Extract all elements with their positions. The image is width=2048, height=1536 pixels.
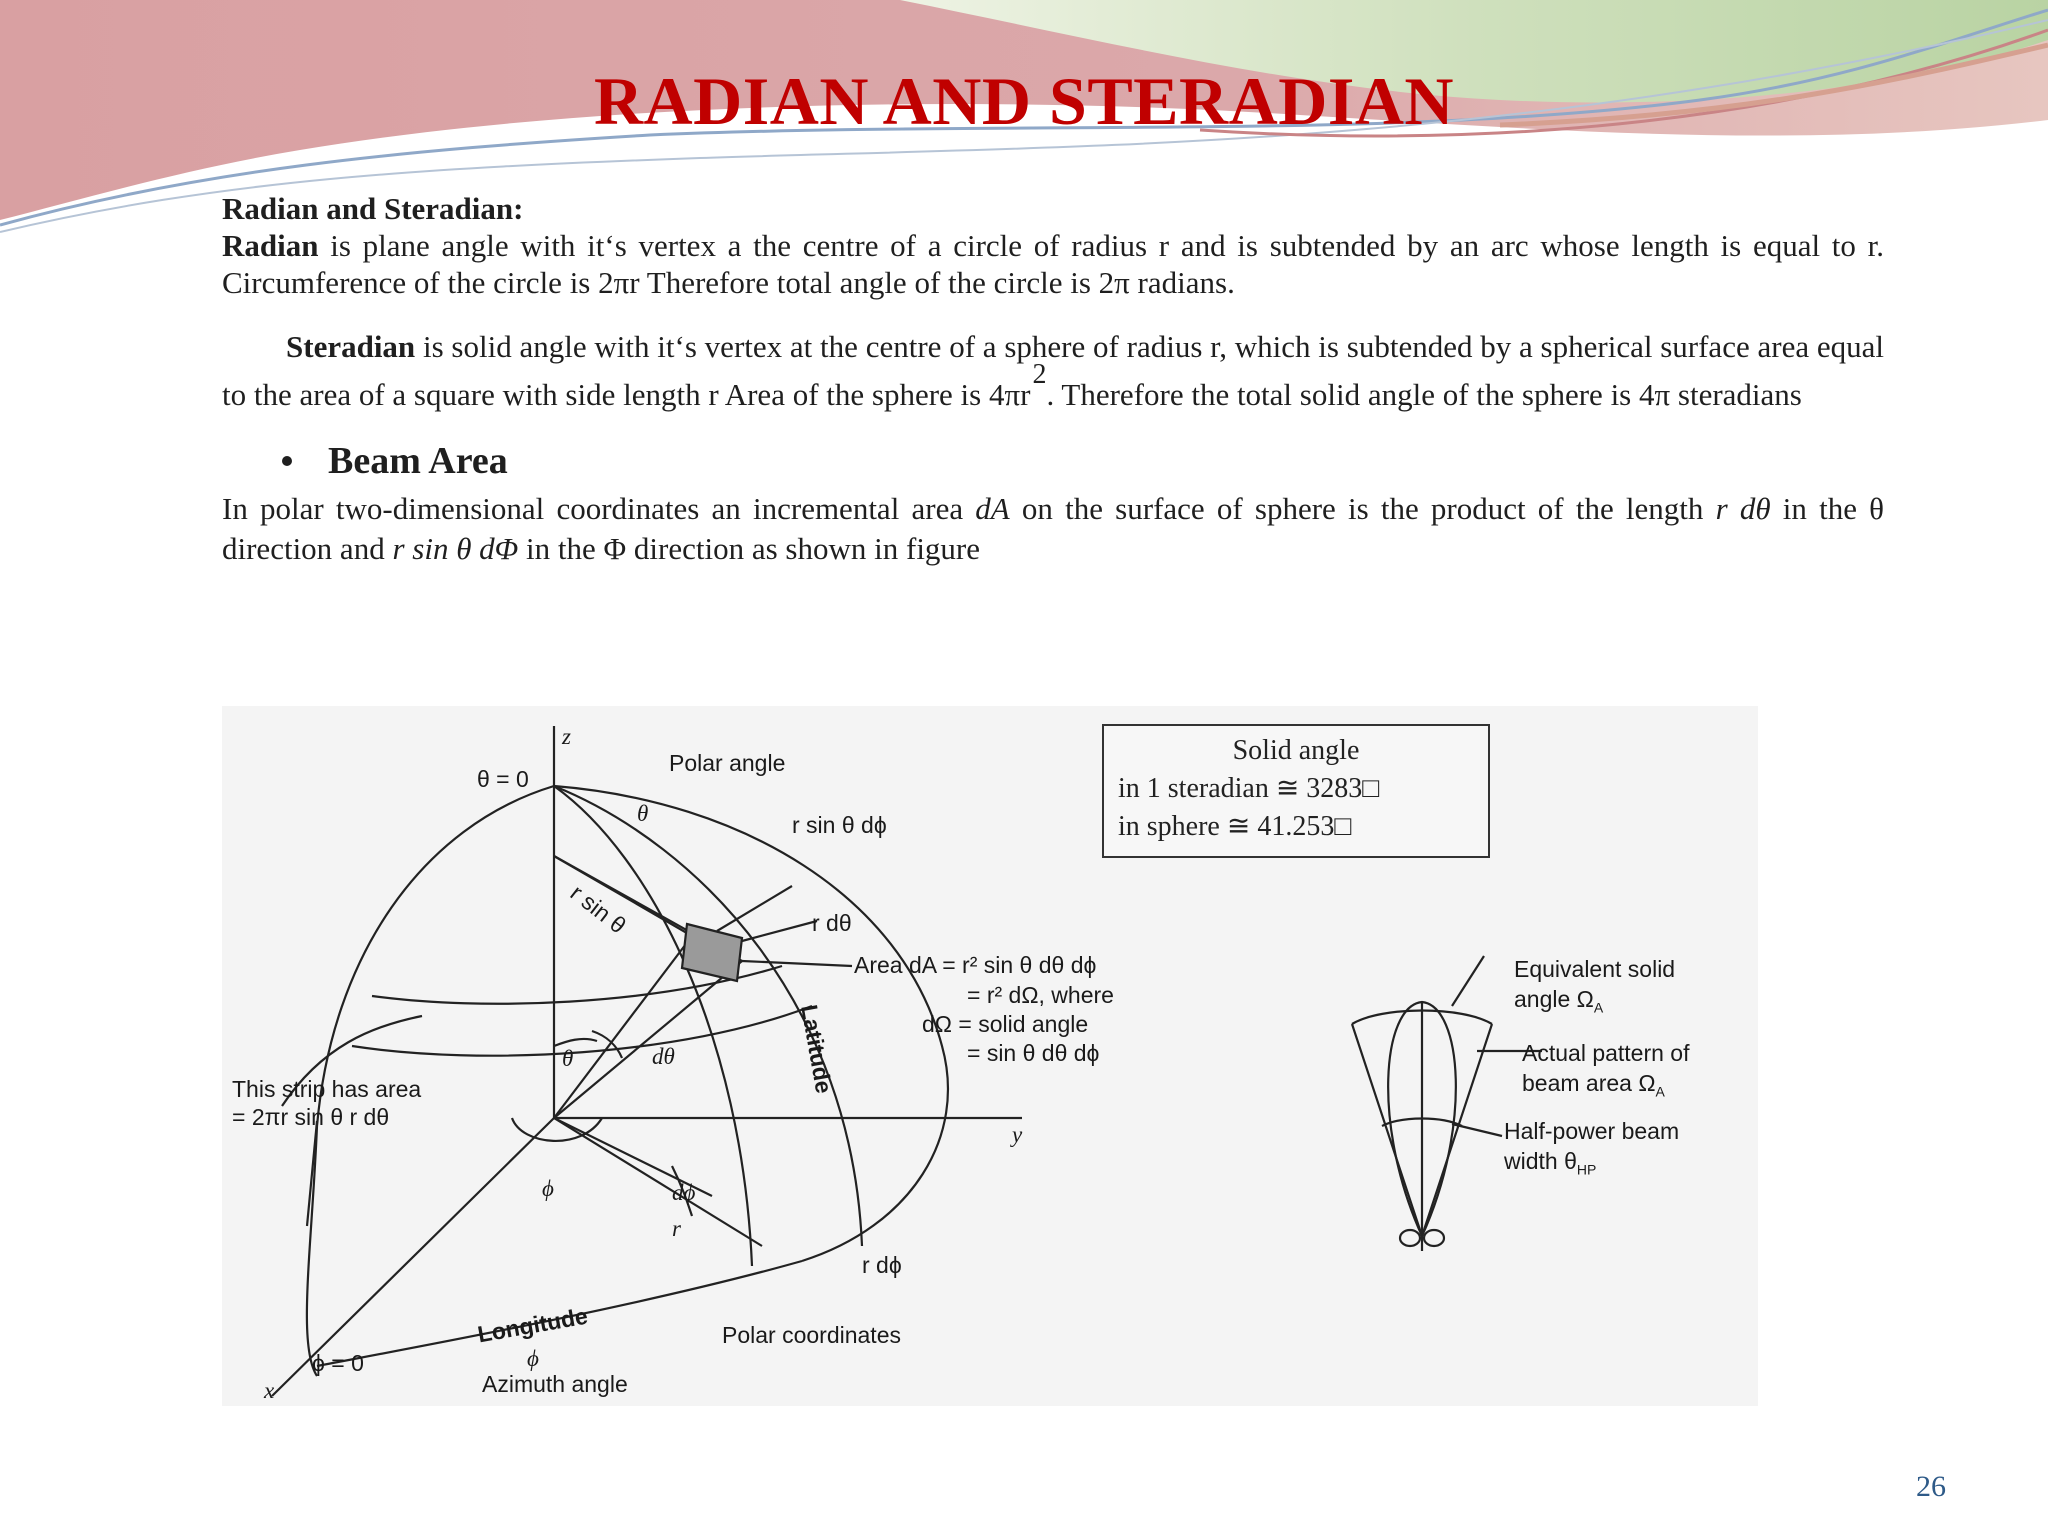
theta-small-label: θ (637, 801, 649, 826)
section-heading: Radian and Steradian: (222, 191, 524, 226)
solid-angle-title: Solid angle (1232, 735, 1360, 766)
beam-area-heading (282, 439, 1884, 483)
phi-zero-label: ϕ = 0 (312, 1350, 364, 1376)
beam-text-4: in the Φ direction as shown in figure (518, 531, 981, 566)
r-label: r (672, 1216, 681, 1241)
steradian-tail: . Therefore the total solid angle of the sphere is 4π steradians (1046, 377, 1802, 412)
theta-mid-label: θ (562, 1046, 574, 1071)
theta-zero-label: θ = 0 (477, 766, 529, 792)
beam-area-paragraph (222, 489, 1884, 569)
r-dphi-label: r dϕ (862, 1252, 902, 1278)
beam-text-3: in the θ direction and (222, 491, 1884, 566)
actual-pattern-sub: A (1655, 1083, 1665, 1100)
steradian-superscript: 2 (1032, 359, 1047, 390)
azimuth-angle-label: Azimuth angle (482, 1371, 628, 1397)
area-label-line1: Area dA = r² sin θ dθ dϕ (854, 952, 1097, 978)
x-axis-label: x (264, 1378, 275, 1403)
equiv-solid-line2 (1514, 986, 1603, 1021)
z-axis-label: z (562, 724, 571, 749)
half-power-line1: Half-power beam (1504, 1118, 1680, 1144)
area-label-line3: dΩ = solid angle (922, 1011, 1089, 1037)
dtheta-label: dθ (652, 1044, 675, 1069)
r-dtheta-label: r dθ (812, 910, 852, 936)
document-body (222, 190, 1884, 569)
half-power-line2 (1504, 1148, 1596, 1183)
phi-bottom-label: ϕ (527, 1346, 539, 1371)
latitude-label: Latitude (796, 1002, 838, 1096)
steradian-paragraph (222, 323, 1884, 421)
phi-label: ϕ (542, 1176, 554, 1201)
r-sin-theta-label: r sin θ (565, 879, 632, 939)
area-label-line2: = r² dΩ, where (967, 982, 1114, 1008)
slide-title: RADIAN AND STERADIAN (593, 63, 1455, 139)
y-axis-label: y (1012, 1122, 1023, 1147)
page-number: 26 (1916, 1470, 1946, 1503)
beam-area-title: Beam Area (328, 440, 508, 482)
beam-text-1: In polar two-dimensional coordinates an incremental area (222, 491, 976, 526)
actual-pattern-line2 (1522, 1070, 1665, 1105)
bullet-icon (282, 456, 292, 466)
half-power-sub: HP (1576, 1161, 1597, 1178)
beam-text-2: on the surface of sphere is the product of the length (1009, 491, 1716, 526)
beam-rdtheta: r dθ (1715, 491, 1771, 526)
solid-angle-line1: in 1 steradian ≅ 3283□ (1118, 773, 1380, 804)
equiv-solid-line1: Equivalent solid (1514, 956, 1676, 982)
actual-pattern-line1: Actual pattern of (1522, 1040, 1690, 1066)
r-sin-theta-dphi-label: r sin θ dϕ (792, 812, 887, 838)
polar-coordinates-label: Polar coordinates (722, 1322, 901, 1348)
dphi-label: dϕ (672, 1180, 696, 1205)
beam-rsin: r sin θ dΦ (392, 531, 519, 566)
radian-text: is plane angle with it‘s vertex a the centre of a circle of radius r and is subtended by an arc whose length is equal to r. Circumference of the circle is 2πr Therefore total angle of the circle is 2π radians. (222, 228, 1884, 300)
solid-angle-box (1102, 724, 1490, 858)
steradian-term: Steradian (286, 329, 416, 364)
half-power-text: width θ (1504, 1148, 1577, 1174)
area-label-line4: = sin θ dθ dϕ (967, 1040, 1100, 1066)
solid-angle-line2: in sphere ≅ 41.253□ (1118, 811, 1352, 842)
strip-area-line1: This strip has area (232, 1076, 422, 1102)
strip-area-line2: = 2πr sin θ r dθ (232, 1104, 390, 1130)
steradian-text: is solid angle with it‘s vertex at the centre of a sphere of radius r, which is subtended by a spherical surface area equal to the area of a square with side length r Area of the sphere is 4πr (222, 329, 1884, 412)
polar-angle-label: Polar angle (669, 750, 786, 776)
beam-dA: dA (975, 491, 1010, 526)
longitude-label: Longitude (475, 1302, 590, 1348)
polar-coordinates-figure (222, 706, 1758, 1406)
equiv-solid-sub: A (1593, 999, 1604, 1016)
radian-term: Radian (222, 228, 319, 263)
actual-pattern-text: beam area Ω (1522, 1070, 1656, 1096)
equiv-solid-text: angle Ω (1514, 986, 1594, 1012)
radian-paragraph (222, 227, 1884, 301)
